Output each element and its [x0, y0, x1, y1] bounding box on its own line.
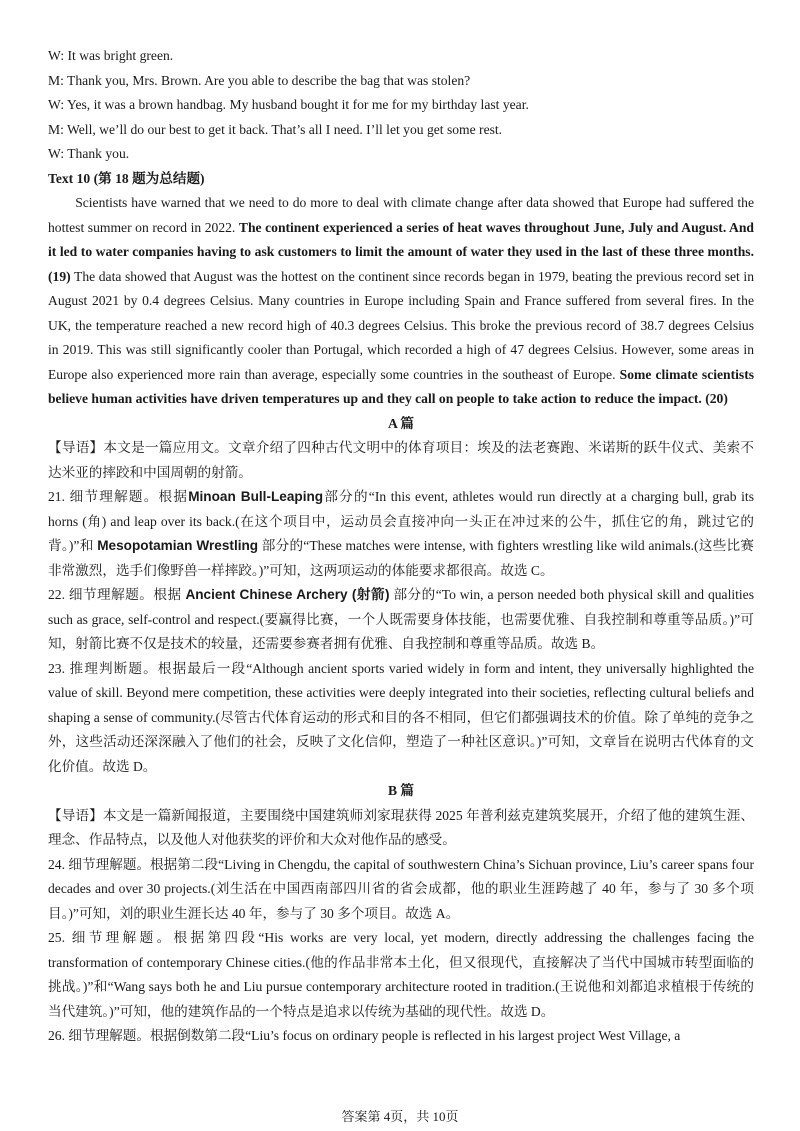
section-b-intro: 【导语】本文是一篇新闻报道，主要围绕中国建筑师刘家琨获得 2025 年普利兹克建筑奖展开，介绍了他的建筑生涯、理念、作品特点，以及他人对他获奖的评价和大众对他作品的感受。: [48, 807, 754, 847]
answer-26: 26. 细节理解题。根据倒数第二段“Liu’s focus on ordinary people is reflected in his largest project West Village, a: [48, 1028, 681, 1043]
page-footer: 答案第 4页，共 10页: [341, 1109, 459, 1124]
text10-heading: Text 10 (第 18 题为总结题): [48, 170, 205, 186]
answer-page: [48, 44, 754, 1049]
answer-text: 部分的“In this event, athletes would run directly at a charging bull, grab its horns (角) and leap over its back.(在这个项目中，运动员会直接冲向一头正在冲过来的公牛，抓住它的角，跳过它的背。)”和: [48, 489, 754, 553]
dialogue-line: M: Well, we’ll do our best to get it back. That’s all I need. I’ll let you get some rest.: [48, 121, 503, 137]
answer-22: [48, 583, 754, 657]
answer-20-highlight: Some climate scientists believe human activities have driven temperatures up and they call on people to take action to reduce the impact. (20): [48, 366, 755, 406]
section-a-title: A 篇: [387, 415, 415, 431]
dialogue-line: W: Thank you.: [48, 146, 130, 161]
section-name: Minoan Bull-Leaping: [188, 489, 324, 504]
answer-23: 23. 推理判断题。根据最后一段“Although ancient sports varied widely in form and intent, they universally highlighted the value of skill. Beyond mere competition, these activities were deeply integrated into their societies, reflecting cultural beliefs and shaping a sense of community.(尽管古代体育运动的形式和目的各不相同，但它们都强调技术的价值。除了单纯的竞争之外，这些活动还深深融入了他们的社会，反映了文化信仰，塑造了一种社区意识。)”可知，文章旨在说明古代体育的文化价值。故选 D。: [48, 660, 754, 774]
dialogue-block: [48, 44, 754, 167]
answer-21: [48, 485, 754, 583]
section-name: Mesopotamian Wrestling: [97, 538, 259, 553]
section-a-intro: 【导语】本文是一篇应用文。文章介绍了四种古代文明中的体育项目：埃及的法老赛跑、米诺斯的跃牛仪式、美索不达米亚的摔跤和中国周朝的射箭。: [48, 440, 754, 480]
answer-text: 部分的“These matches were intense, with fighters wrestling like wild animals.(这些比赛非常激烈，选手们像野兽一样摔跤。)”可知，这两项运动的体能要求都很高。故选 C。: [48, 538, 754, 578]
section-name: Ancient Chinese Archery (射箭): [185, 587, 390, 602]
dialogue-line: W: Yes, it was a brown handbag. My husband bought it for me for my birthday last year.: [48, 97, 529, 112]
answer-text: 21. 细节理解题。根据: [48, 489, 189, 504]
answer-25: 25. 细节理解题。根据第四段“His works are very local, yet modern, directly addressing the challenges facing the transformation of contemporary Chinese cities.(他的作品非常本土化，但又很现代，直接解决了当代中国城市转型面临的挑战。)”和“Wang says both he and Liu pursue contemporary architecture rooted in tradition.(王说他和刘都追求植根于传统的当代建筑。)”可知，他的建筑作品的一个特点是追求以传统为基础的现代性。故选 D。: [48, 930, 754, 1019]
answer-24: 24. 细节理解题。根据第二段“Living in Chengdu, the capital of southwestern China’s Sichuan province, Liu’s career spans four decades and over 30 projects.(刘生活在中国西南部四川省的省会成都，他的职业生涯跨越了 40 年，参与了 30 多个项目。)”可知，刘的职业生涯长达 40 年，参与了 30 多个项目。故选 A。: [48, 856, 754, 921]
text10-sentence: The data showed that August was the hottest on the continent since records began in 1979, beating the previous record set in August 2021 by 0.4 degrees Celsius. Many countries in Europe including Spain and France suffered from several fires. In the UK, the temperature reached a new record high of 40.3 degrees Celsius. This broke the previous record of 38.7 degrees Celsius in 2019. This was still significantly cooler than Portugal, which recorded a high of 47 degrees Celsius. However, some areas in Europe also experienced more rain than average, especially some countries in the southeast of Europe.: [48, 268, 754, 382]
answer-text: 22. 细节理解题。根据: [48, 587, 186, 602]
answer-text: 部分的“To win, a person needed both physical skill and qualities such as grace, self-control and respect.(要赢得比赛，一个人既需要身体技能，也需要优雅、自我控制和尊重等品质。)”可知，射箭比赛不仅是技术的较量，还需要参赛者拥有优雅、自我控制和尊重等品质。故选 B。: [48, 587, 754, 651]
text10-sentence: Scientists have warned that we need to do more to deal with climate change after data showed that Europe had suffered the hottest summer on record in 2022.: [48, 195, 754, 235]
answer-19-highlight: The continent experienced a series of heat waves throughout June, July and August. And it led to water companies having to ask customers to limit the amount of water they used in the last of these three months. (19): [48, 219, 754, 284]
dialogue-line: W: It was bright green.: [48, 48, 174, 63]
section-b-title: B 篇: [387, 783, 415, 798]
text10-passage: [48, 191, 754, 412]
dialogue-line: M: Thank you, Mrs. Brown. Are you able to describe the bag that was stolen?: [48, 72, 471, 88]
